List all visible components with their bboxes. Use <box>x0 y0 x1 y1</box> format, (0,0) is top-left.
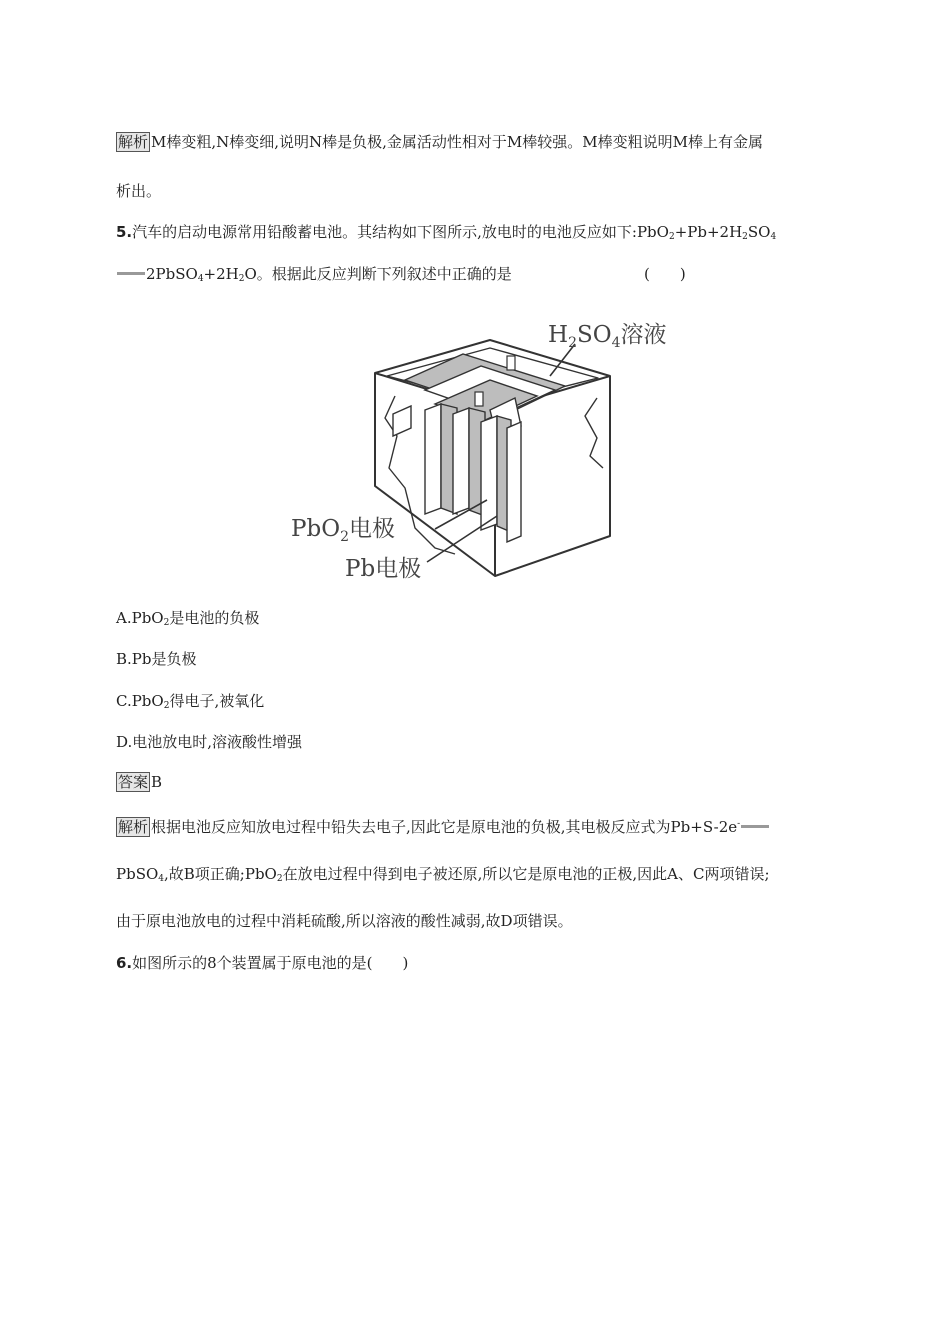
analysis-line2: PbSO$_4$,故B项正确;PbO$_2$在放电过程中得到电子被还原,所以它是原电池的正极,因此A、C两项错误; <box>116 865 770 884</box>
terminal-post-1 <box>507 356 515 370</box>
equal-sign-bar <box>117 272 145 275</box>
answer-blank-parentheses: ( ) <box>644 265 686 283</box>
analysis-tag: 解析 <box>118 133 149 151</box>
option-a: A.PbO$_2$是电池的负极 <box>116 609 260 628</box>
solution-label: $H_2SO_4$溶液 <box>548 322 667 351</box>
prev-analysis-text: M棒变粗,N棒变细,说明N棒是负极,金属活动性相对于M棒较强。M棒变粗说明M棒上有金属 <box>151 133 764 151</box>
q6-number: 6. <box>116 954 133 972</box>
plate-1 <box>425 404 441 514</box>
analysis-line3: 由于原电池放电的过程中消耗硫酸,所以溶液的酸性减弱,故D项错误。 <box>116 912 573 930</box>
q5-stem-line2: $2PbSO_4+2H_2O$。根据此反应判断下列叙述中正确的是 <box>116 264 512 289</box>
pbo2-electrode-label: PbO$_2$电极 <box>291 516 395 545</box>
option-d: D.电池放电时,溶液酸性增强 <box>116 733 303 751</box>
q5-number: 5. <box>116 223 133 241</box>
option-b: B.Pb是负极 <box>116 650 197 668</box>
answer-line <box>116 772 162 792</box>
plate-2 <box>453 408 469 514</box>
q6-stem: 6.如图所示的8个装置属于原电池的是( ) <box>116 954 409 972</box>
answer-tag: 答案 <box>118 773 149 791</box>
analysis-tag-q5: 解析 <box>118 818 149 836</box>
plate-4 <box>507 422 521 542</box>
prev-analysis-line2: 析出。 <box>116 182 162 200</box>
pb-electrode-label: Pb电极 <box>345 556 422 582</box>
analysis-line1: 解析 根据电池反应知放电过程中铅失去电子,因此它是原电池的负极,其电极反应式为Pb+S-2e- <box>116 814 770 837</box>
prev-analysis-line1 <box>116 132 763 152</box>
equal-sign-bar-2 <box>741 825 769 828</box>
lead-acid-battery-figure <box>285 318 685 583</box>
plate-3 <box>481 416 497 530</box>
terminal-post-2 <box>475 392 483 406</box>
q5-stem-line1: 5.汽车的启动电源常用铅酸蓄电池。其结构如下图所示,放电时的电池反应如下$:PbO_2+Pb+2H_2SO_4$ <box>116 223 777 242</box>
answer-value: B <box>151 773 163 791</box>
option-c: C.PbO$_2$得电子,被氧化 <box>116 692 265 711</box>
